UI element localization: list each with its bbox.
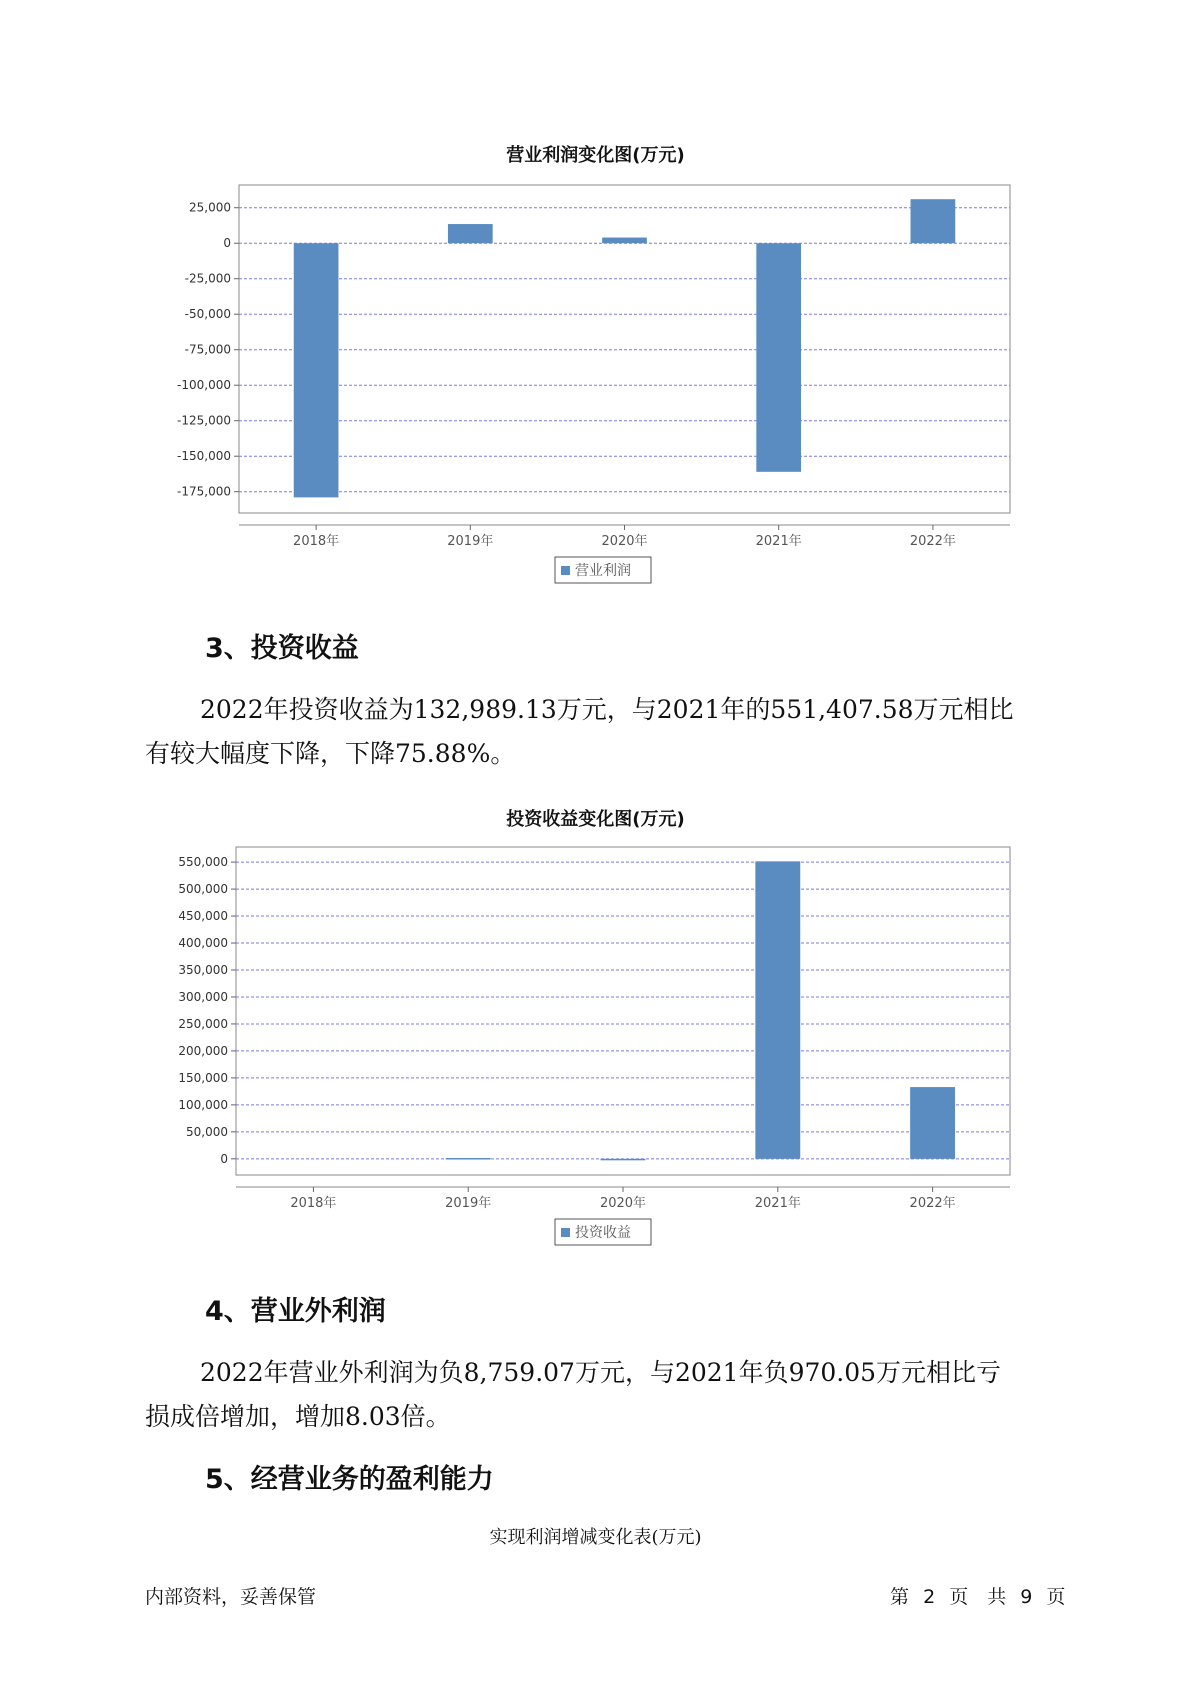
x-tick-label: 2021年 (754, 1196, 801, 1211)
chart1-title: 营业利润变化图(万元) (506, 145, 685, 166)
x-tick-label: 2018年 (290, 1196, 337, 1211)
page-suffix: 页 (1046, 1586, 1066, 1608)
bar (911, 199, 956, 243)
x-tick-label: 2020年 (601, 534, 648, 549)
plot-frame (236, 847, 1010, 1175)
x-tick-label: 2019年 (447, 534, 494, 549)
x-tick-label: 2018年 (293, 534, 340, 549)
x-tick-label: 2021年 (755, 534, 802, 549)
section3-paragraph (145, 688, 1045, 776)
legend-swatch (561, 566, 570, 575)
x-tick-label: 2022年 (909, 534, 956, 549)
y-tick-label: 250,000 (178, 1016, 228, 1031)
legend (555, 557, 651, 583)
section4-line2: 损成倍增加，增加8.03倍。 (145, 1402, 451, 1431)
legend (555, 1219, 651, 1245)
bar (756, 243, 801, 472)
bar (601, 1159, 646, 1161)
bar (602, 238, 647, 244)
page-total: 9 (1020, 1586, 1033, 1608)
y-tick-label: -125,000 (177, 413, 231, 428)
bar (448, 224, 493, 243)
section4-heading: 4、营业外利润 (205, 1296, 386, 1327)
y-tick-label: -50,000 (184, 307, 231, 322)
y-tick-label: 500,000 (178, 882, 228, 897)
page-number (890, 1582, 1065, 1609)
bar (294, 243, 339, 497)
y-tick-label: 0 (223, 236, 231, 251)
bar (446, 1158, 491, 1160)
footer-confidential: 内部资料，妥善保管 (145, 1586, 317, 1608)
legend-label: 营业利润 (575, 563, 631, 579)
y-tick-label: -175,000 (177, 484, 231, 499)
y-tick-label: -100,000 (177, 378, 231, 393)
y-tick-label: -150,000 (177, 449, 231, 464)
section3-line1: 2022年投资收益为132,989.13万元，与2021年的551,407.58万元相比 (200, 695, 1014, 724)
y-tick-label: 450,000 (178, 909, 228, 924)
y-tick-label: 200,000 (178, 1043, 228, 1058)
y-tick-label: 100,000 (178, 1097, 228, 1112)
y-tick-label: 350,000 (178, 963, 228, 977)
x-tick-label: 2019年 (445, 1196, 492, 1211)
y-tick-label: 50,000 (186, 1124, 228, 1139)
section4-paragraph (145, 1351, 1045, 1439)
section5-heading: 5、经营业务的盈利能力 (205, 1464, 494, 1495)
x-tick-label: 2022年 (909, 1196, 956, 1211)
plot-frame (239, 185, 1010, 513)
x-tick-label: 2020年 (599, 1196, 647, 1211)
section3-heading: 3、投资收益 (205, 633, 359, 664)
investment-income-chart (0, 835, 1191, 1265)
operating-profit-chart (0, 170, 1191, 600)
chart2-title: 投资收益变化图(万元) (506, 809, 685, 830)
bar (755, 861, 800, 1158)
legend-label: 投资收益 (575, 1225, 631, 1241)
page-mid: 页 共 (949, 1586, 1007, 1608)
y-tick-label: -25,000 (184, 271, 231, 286)
y-tick-label: -75,000 (184, 342, 231, 357)
table-caption: 实现利润增减变化表(万元) (489, 1527, 702, 1548)
bar (910, 1087, 955, 1159)
y-tick-label: 0 (220, 1151, 228, 1166)
y-tick-label: 400,000 (178, 936, 228, 951)
legend-swatch (561, 1228, 570, 1237)
y-tick-label: 150,000 (178, 1070, 228, 1085)
page-current: 2 (923, 1586, 936, 1608)
y-tick-label: 550,000 (178, 855, 228, 870)
page-prefix: 第 (890, 1586, 910, 1608)
y-tick-label: 300,000 (178, 989, 228, 1004)
y-tick-label: 25,000 (189, 200, 231, 215)
section4-line1: 2022年营业外利润为负8,759.07万元，与2021年负970.05万元相比亏 (200, 1358, 1002, 1387)
section3-line2: 有较大幅度下降，下降75.88%。 (145, 739, 516, 768)
